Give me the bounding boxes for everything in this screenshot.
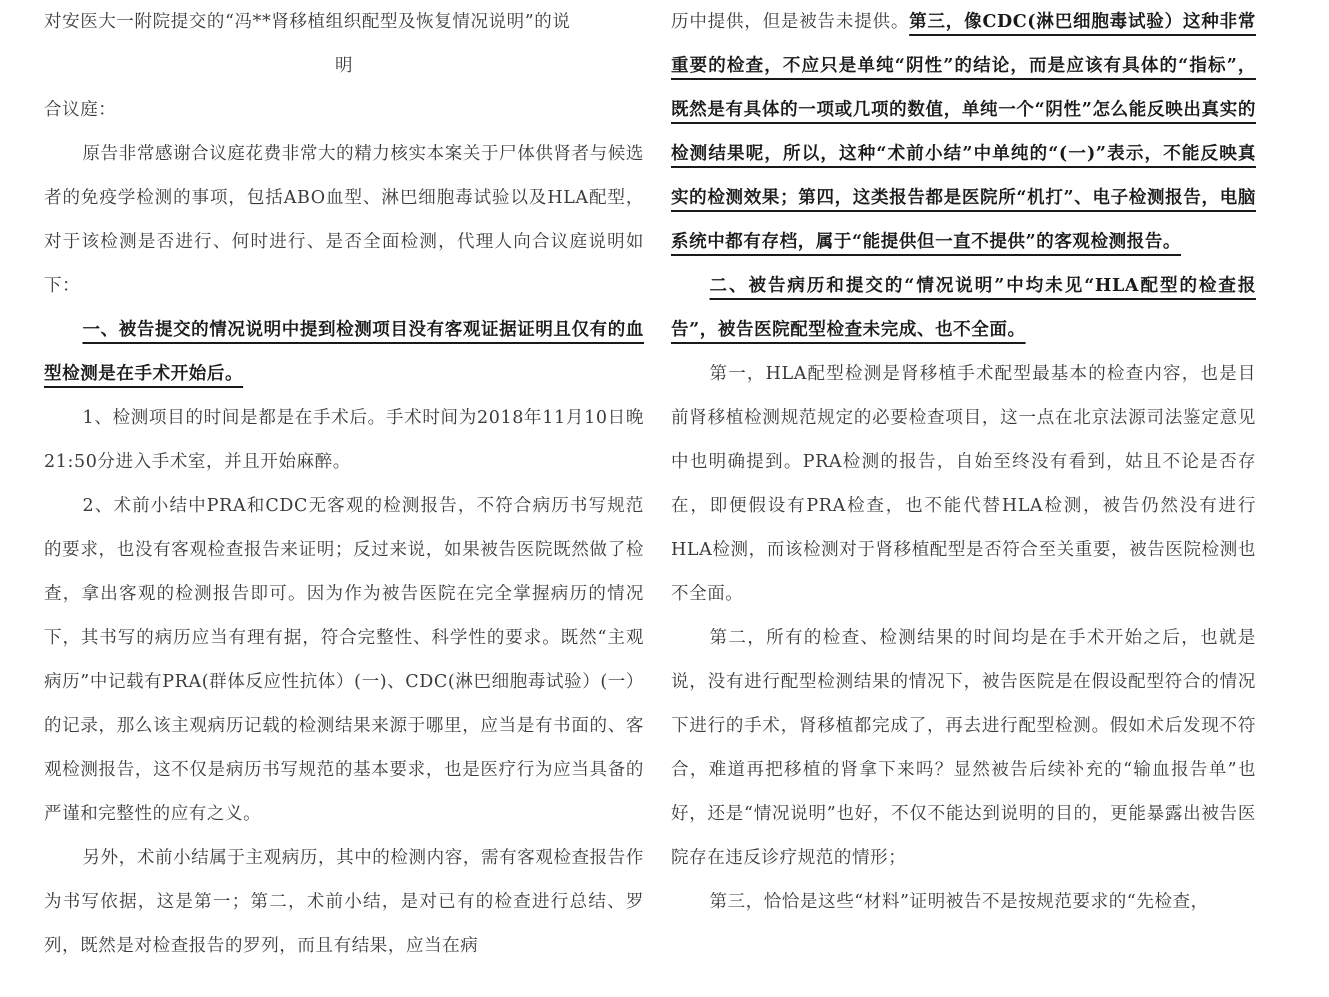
salutation: 合议庭：	[44, 100, 117, 120]
continuation-bold-text: 第三，像CDC(淋巴细胞毒试验）这种非常重要的检查，不应只是单纯“阴性”的结论，而是应该有具体的“指标”，既然是有具体的一项或几项的数值，单纯一个“阴性”怎么能反映出真实的检测结果呢，所以，这种“术前小结”中单纯的“(一)”表示，不能反映真实的检测效果；第四，这类报告都是医院所“机打”、电子检测报告，电脑系统中都有存档，属于“能提供但一直不提供”的客观检测报告。	[671, 12, 1257, 252]
hla-paragraph-2: 第二，所有的检查、检测结果的时间均是在手术开始之后，也就是说，没有进行配型检测结果的情况下，被告医院是在假设配型符合的情况下进行的手术，肾移植都完成了，再去进行配型检测。假如术后发现不符合，难道再把移植的肾拿下来吗？显然被告后续补充的“输血报告单”也好，还是“情况说明”也好，不仅不能达到说明的目的，更能暴露出被告医院存在违反诊疗规范的情形；	[671, 628, 1256, 868]
document-title-line-2: 明	[334, 56, 354, 76]
document-title-line-1: 对安医大一附院提交的“冯**肾移植组织配型及恢复情况说明”的说	[44, 12, 571, 32]
continuation-paragraph	[671, 0, 1256, 264]
point-3-paragraph: 另外，术前小结属于主观病历，其中的检测内容，需有客观检查报告作为书写依据，这是第一；第二，术前小结，是对已有的检查进行总结、罗列，既然是对检查报告的罗列，而且有结果，应当在病	[44, 848, 644, 956]
hla-paragraph-1: 第一，HLA配型检测是肾移植手术配型最基本的检查内容，也是目前肾移植检测规范规定的必要检查项目，这一点在北京法源司法鉴定意见中也明确提到。PRA检测的报告，自始至终没有看到，姑且不论是否存在，即便假设有PRA检查，也不能代替HLA检测，被告仍然没有进行HLA检测，而该检测对于肾移植配型是否符合至关重要，被告医院检测也不全面。	[671, 364, 1256, 604]
section-heading-2-text: 二、被告病历和提交的“情况说明”中均未见“HLA配型的检查报告”，被告医院配型检查未完成、也不全面。	[671, 276, 1256, 340]
hla-paragraph-3: 第三，恰恰是这些“材料”证明被告不是按规范要求的“先检查，	[709, 892, 1209, 912]
intro-paragraph: 原告非常感谢合议庭花费非常大的精力核实本案关于尸体供肾者与候选者的免疫学检测的事项，包括ABO血型、淋巴细胞毒试验以及HLA配型，对于该检测是否进行、何时进行、是否全面检测，代理人向合议庭说明如下：	[44, 144, 644, 296]
left-page-column	[44, 0, 644, 997]
section-heading-2	[671, 264, 1256, 352]
section-heading-1-text: 一、被告提交的情况说明中提到检测项目没有客观证据证明且仅有的血型检测是在手术开始后。	[44, 320, 644, 384]
right-page-column	[671, 0, 1256, 997]
point-1-paragraph: 1、检测项目的时间是都是在手术后。手术时间为2018年11月10日晚21:50分进入手术室，并且开始麻醉。	[44, 408, 644, 472]
section-heading-1	[44, 308, 644, 396]
point-2-paragraph: 2、术前小结中PRA和CDC无客观的检测报告，不符合病历书写规范的要求，也没有客观检查报告来证明；反过来说，如果被告医院既然做了检查，拿出客观的检测报告即可。因为作为被告医院在完全掌握病历的情况下，其书写的病历应当有理有据，符合完整性、科学性的要求。既然“主观病历”中记载有PRA(群体反应性抗体）(一)、CDC(淋巴细胞毒试验）(一）的记录，那么该主观病历记载的检测结果来源于哪里，应当是有书面的、客观检测报告，这不仅是病历书写规范的基本要求，也是医疗行为应当具备的严谨和完整性的应有之义。	[44, 496, 644, 824]
continuation-plain-text: 历中提供，但是被告未提供。	[671, 12, 910, 32]
